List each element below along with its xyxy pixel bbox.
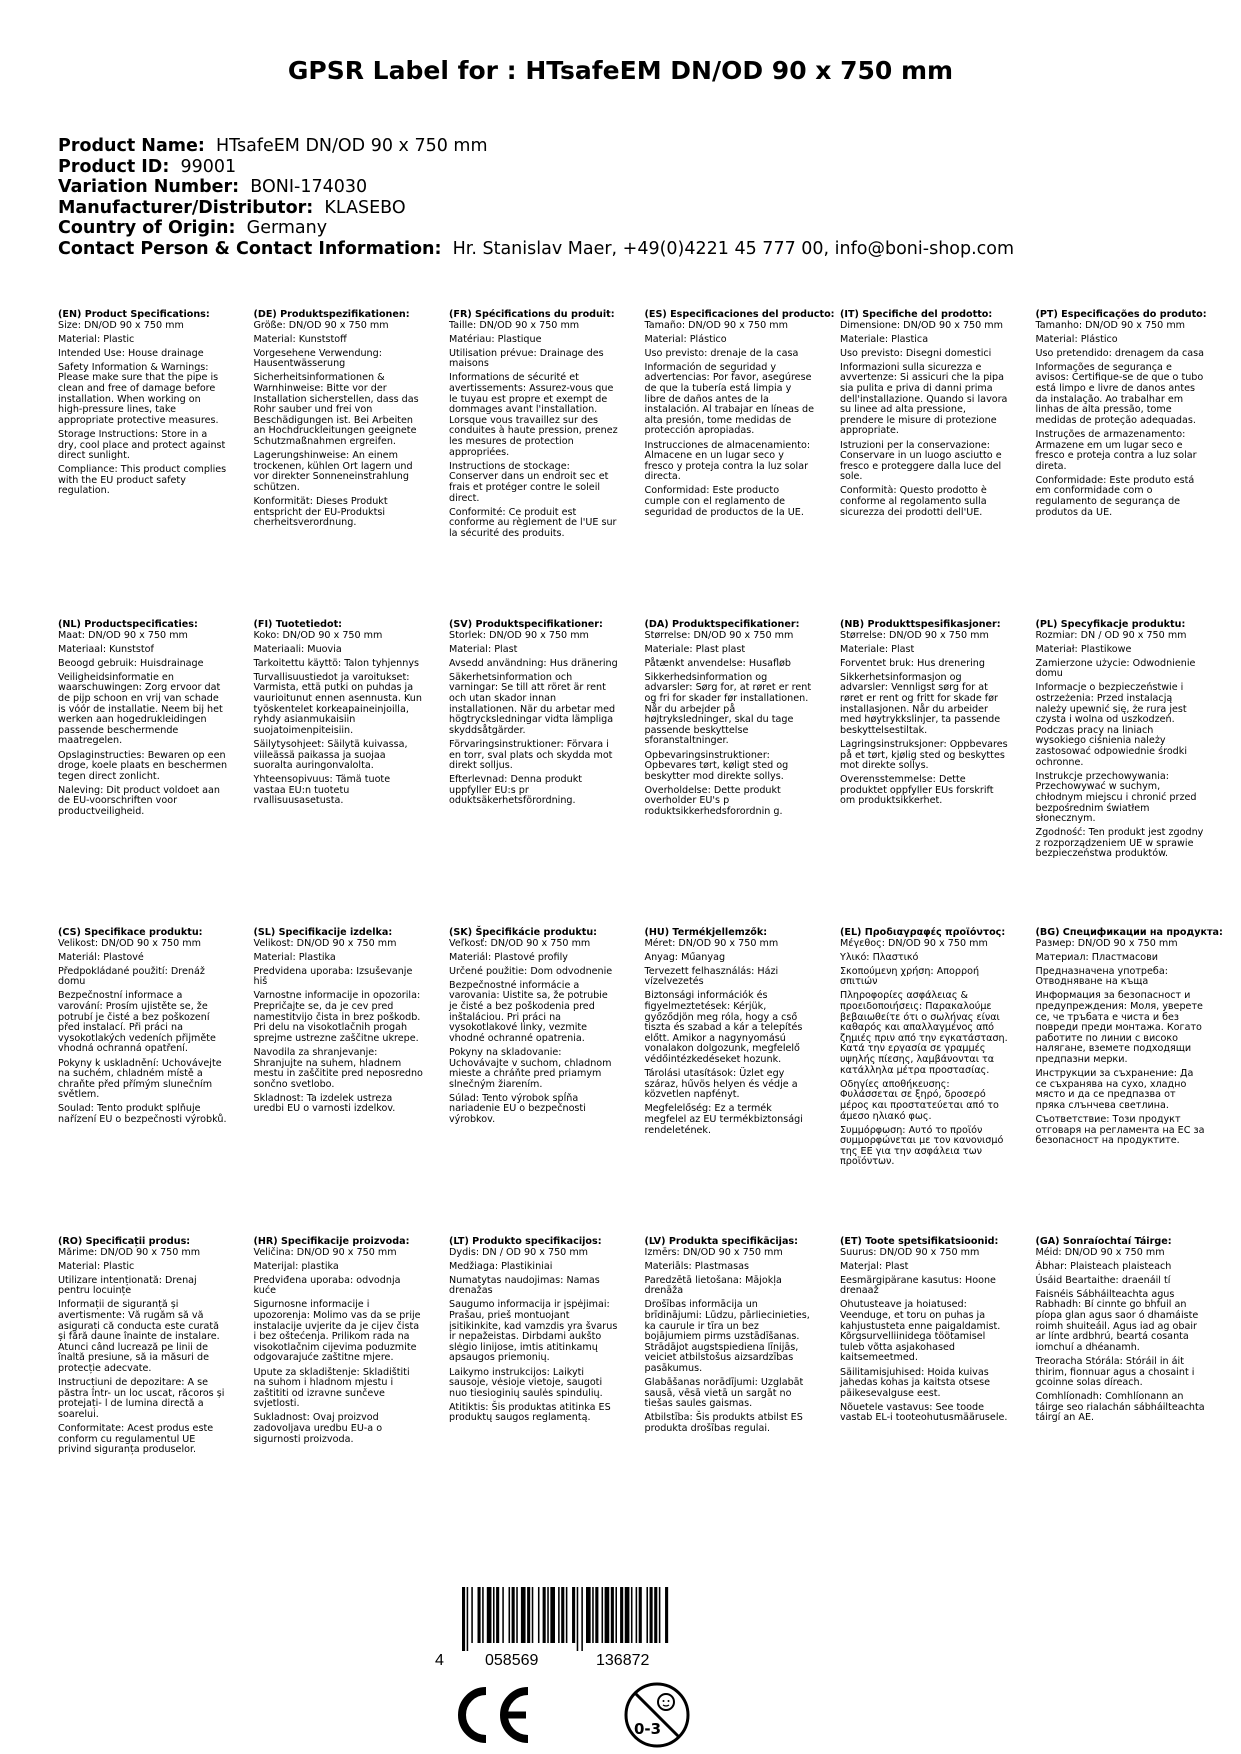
barcode-bar (566, 1587, 568, 1643)
spec-line: Σκοπούμενη χρήση: Απορροή σπιτιών (840, 965, 980, 988)
spec-line: Naleving: Dit product voldoet aan de EU-voorschriften voor productveiligheid. (58, 784, 220, 817)
spec-line: Upute za skladištenje: Skladištiti na suhom i hladnom mjestu i zaštititi od izravne sunčeve svjetlosti. (253, 1366, 410, 1410)
spec-line: Intended Use: House drainage (58, 347, 204, 359)
barcode-bar (595, 1587, 598, 1643)
spec-line: Предназначена употреба: Отводняване на къща (1035, 965, 1168, 988)
spec-heading: (HU) Termékjellemzők: (644, 927, 768, 938)
barcode-bar (586, 1587, 591, 1643)
barcode-bar (577, 1587, 579, 1651)
spec-heading: (IT) Specifiche del prodotto: (840, 309, 993, 320)
barcode-digit-prefix: 4 (435, 1652, 444, 1669)
spec-heading: (CS) Specifikace produktu: (58, 927, 203, 938)
spec-line: Overholdelse: Dette produkt overholder EU's p roduktsikkerhedsforordnin g. (644, 784, 783, 817)
spec-line: Material: Plástico (1035, 333, 1118, 345)
spec-block (645, 620, 815, 821)
spec-line: Úsáid Beartaithe: draenáil tí (1035, 1274, 1171, 1286)
barcode-bar (547, 1587, 549, 1643)
spec-line: Tervezett felhasználás: Házi vízelvezetés (644, 965, 779, 988)
spec-heading: (NB) Produkttspesifikasjoner: (840, 619, 1001, 630)
spec-line: Informacje o bezpieczeństwie i ostrzeżenia: Przed instalacją należy upewnić się, że rura jest czysta i wolna od uszkodzeń. Podczas pracy na liniach wysokiego ciśnienia należy zastosować odpowiednie środki ochronne. (1035, 682, 1187, 768)
spec-line: Eesmärgipärane kasutus: Hoone drenaaž (840, 1274, 996, 1297)
barcode-bar (502, 1587, 504, 1643)
spec-heading: (RO) Specificații produs: (58, 1236, 191, 1247)
spec-line: Größe: DN/OD 90 x 750 mm (253, 319, 389, 331)
spec-line: Numatytas naudojimas: Namas drenažas (449, 1274, 600, 1297)
barcode-bar (665, 1587, 668, 1643)
spec-line: Vorgesehene Verwendung: Hausentwässerung (253, 347, 382, 370)
spec-line: Biztonsági információk és figyelmeztetések: Kérjük, győződjön meg róla, hogy a cső tiszta és szabad a kár a telepítés előtt. Amikor a nagynyomású vonalakon dolgozunk, megfelelő védőintézkedéseket hozunk. (644, 990, 803, 1066)
spec-heading: (FI) Tuotetiedot: (253, 619, 342, 630)
spec-heading: (DA) Produktspecifikationer: (644, 619, 800, 630)
ce-mark-icon (450, 1685, 535, 1745)
spec-heading: (LT) Produkto specifikacijos: (449, 1236, 602, 1247)
spec-heading: (PT) Especificações do produto: (1035, 309, 1207, 320)
barcode-digit-group-right: 136872 (596, 1652, 650, 1669)
barcode-bar (631, 1587, 633, 1643)
spec-line: Pokyny na skladovanie: Uchovávajte v suchom, chladnom mieste a chráňte pred priamym slnečným žiarením. (449, 1046, 612, 1090)
spec-line: Opbevaringsinstruktioner: Opbevares tørt, køligt sted og beskytter mod direkte sollys. (644, 749, 789, 782)
spec-line: Predviđena uporaba: odvodnja kuće (253, 1274, 401, 1297)
barcode-bar (592, 1587, 594, 1643)
info-value: BONI-174030 (250, 177, 368, 197)
spec-line: Sikkerhetsinformasjon og advarsler: Vennligst sørg for at røret er rent og fritt for skade før installasjonen. Når du arbeider med høytrykkslinjer, ta passende beskyttelsestiltak. (840, 671, 1001, 736)
spec-heading: (LV) Produkta specifikācijas: (644, 1236, 798, 1247)
barcode-bars (432, 1587, 742, 1651)
spec-line: Ohutusteave ja hoiatused: Veenduge, et toru on puhas ja kahjustusteta enne paigaldamist. Kõrgsurvelliinidega töötamisel tuleb võtta asjakohased kaitsemeetmed. (840, 1299, 1001, 1364)
spec-line: Avsedd användning: Hus dränering (449, 657, 618, 669)
spec-heading: (FR) Spécifications du produit: (449, 309, 615, 320)
info-label: Variation Number: (58, 177, 240, 197)
spec-line: Materiál: Plastové (58, 951, 144, 963)
spec-line: Veličina: DN/OD 90 x 750 mm (253, 1246, 397, 1258)
barcode-bar (636, 1587, 638, 1643)
barcode-bar (478, 1587, 481, 1643)
spec-heading: (DE) Produktspezifikationen: (253, 309, 410, 320)
info-label: Manufacturer/Distributor: (58, 197, 314, 218)
info-row (58, 136, 1208, 157)
spec-line: Material: Plastic (58, 333, 135, 345)
spec-line: Materiale: Plastica (840, 333, 929, 345)
product-info (58, 136, 1208, 259)
spec-line: Material: Plastic (58, 1260, 135, 1272)
spec-block (58, 310, 228, 501)
spec-block (644, 309, 835, 522)
spec-line: Material: Kunststoff (253, 333, 347, 345)
spec-line: Safety Information & Warnings: Please make sure that the pipe is clean and free of damage before installation. When working on high-pressure lines, take appropriate protective measures. (58, 361, 219, 426)
spec-line: Informazioni sulla sicurezza e avvertenze: Si assicuri che la pipa sia pulita e priva di danni prima dell'installazione. Quando si lavora su linee ad alta pressione, prendere le misure di protezione appropriate. (840, 361, 1008, 437)
spec-heading: (PL) Specyfikacje produktu: (1035, 619, 1186, 630)
info-row (58, 239, 1208, 260)
spec-line: Lagringsinstruksjoner: Oppbevares på et tørt, kjølig sted og beskyttes mot direkte sollys. (840, 738, 1008, 772)
info-row (58, 177, 1208, 198)
barcode-bar (527, 1587, 530, 1643)
barcode-bar (516, 1587, 518, 1643)
barcode-bar (493, 1587, 495, 1643)
spec-block (449, 1237, 619, 1428)
spec-heading: (BG) Спецификации на продукта: (1035, 927, 1223, 938)
spec-block (254, 928, 424, 1119)
barcode-bar (509, 1587, 511, 1643)
spec-line: Drošības informācija un brīdinājumi: Lūdzu, pārliecinieties, ka caurule ir tīra un bez bojājumiem pirms uzstādīšanas. Strādājot augstspiediena līnijās, veiciet atbilstošus aizsardzības pasākumus. (644, 1299, 810, 1375)
spec-line: Bezpečnostní informace a varování: Prosím ujistěte se, že potrubí je čisté a bez poškození před instalací. Při práci na vysokotlakých vedeních přijměte vhodná ochranná opatření. (58, 990, 216, 1055)
spec-line: Zamierzone użycie: Odwodnienie domu (1035, 657, 1196, 680)
spec-line: Υλικό: Πλαστικό (840, 951, 919, 963)
barcode-bar (462, 1587, 465, 1651)
spec-line: Yhteensopivuus: Tämä tuote vastaa EU:n tuotetu rvallisuusasetusta. (253, 774, 391, 807)
spec-line: Sukladnost: Ovaj proizvod zadovoljava uredbu EU-a o sigurnosti proizvoda. (253, 1412, 383, 1445)
spec-line: Material: Plástico (644, 333, 727, 345)
spec-line: Predvidena uporaba: Izsuševanje hiš (253, 965, 413, 988)
spec-line: Medžiaga: Plastikiniai (449, 1260, 553, 1272)
barcode-bar (659, 1587, 661, 1643)
spec-block (840, 620, 1010, 811)
info-value: Germany (246, 218, 328, 238)
barcode-bar (611, 1587, 614, 1643)
spec-line: Material: Plastika (253, 951, 336, 963)
spec-line: Opslaginstructies: Bewaren op een droge, koele plaats en beschermen tegen direct zonlicht. (58, 749, 228, 782)
spec-line: Atbilstība: Šis produkts atbilst ES produkta drošības regulai. (644, 1412, 803, 1434)
info-row (58, 157, 1208, 178)
barcode-bar (543, 1587, 546, 1643)
info-value: 99001 (180, 156, 237, 177)
spec-heading: (ES) Especificaciones del producto: (644, 309, 835, 320)
spec-line: Izmērs: DN/OD 90 x 750 mm (644, 1246, 783, 1258)
spec-heading: (ET) Toote spetsifikatsioonid: (840, 1236, 999, 1247)
spec-line: Nõuetele vastavus: See toode vastab EL-i tooteohutusmäärusele. (840, 1401, 1008, 1424)
spec-line: Tamaño: DN/OD 90 x 750 mm (644, 319, 788, 331)
spec-line: Matériau: Plastique (449, 333, 542, 345)
spec-line: Lagerungshinweise: An einem trockenen, kühlen Ort lagern und vor direkter Sonneneinstrahlung schützen. (253, 450, 413, 493)
spec-line: Uso previsto: drenaje de la casa (644, 347, 799, 359)
spec-line: Uso previsto: Disegni domestici (840, 347, 992, 359)
barcode-bar (482, 1587, 484, 1643)
spec-line: Materiāls: Plastmasas (644, 1260, 749, 1272)
spec-line: Utilisation prévue: Drainage des maisons (449, 347, 604, 370)
barcode-bar (572, 1587, 575, 1643)
spec-block (645, 928, 815, 1140)
barcode (432, 1587, 742, 1679)
barcode-bar (561, 1587, 564, 1643)
spec-line: Faisnéis Sábháilteachta agus Rabhadh: Bí cinnte go bhfuil an píopa glan agus saor ó dhamáiste roimh shuiteáil. Agus iad ag obair ar línte ardbhrú, beartá cosanta iomchuí a dhéanamh. (1035, 1288, 1199, 1353)
spec-heading: (SK) Špecifikácie produktu: (449, 927, 598, 938)
spec-line: Overensstemmelse: Dette produktet oppfyller EUs forskrift om produktsikkerhet. (840, 774, 994, 807)
spec-line: Informações de segurança e avisos: Certifique-se de que o tubo está limpo e livre de danos antes da instalação. Ao trabalhar em linhas de alta pressão, tome medidas de proteção adequadas. (1035, 361, 1204, 426)
spec-block (254, 310, 424, 532)
barcode-bar (550, 1587, 555, 1643)
spec-line: Compliance: This product complies with the EU product safety regulation. (58, 464, 227, 497)
spec-block (58, 620, 228, 821)
spec-block (1036, 1237, 1206, 1428)
spec-line: Předpokládané použití: Drenáž domu (58, 965, 205, 988)
spec-line: Materiaali: Muovia (253, 643, 342, 655)
spec-line: Skladnost: Ta izdelek ustreza uredbi EU o varnosti izdelkov. (253, 1092, 396, 1115)
spec-line: Οδηγίες αποθήκευσης: Φυλάσσεται σε ξηρό, δροσερό μέρος και προστατεύεται από το άμεσο ηλιακό φως. (840, 1078, 999, 1122)
spec-heading: (SL) Specifikacije izdelka: (253, 927, 393, 938)
spec-line: Zgodność: Ten produkt jest zgodny z rozporządzeniem UE w sprawie bezpieczeństwa produktów. (1035, 827, 1204, 860)
spec-line: Efterlevnad: Denna produkt uppfyller EU:s pr oduktsäkerhetsförordning. (449, 774, 583, 807)
spec-line: Påtænkt anvendelse: Husafløb (644, 657, 791, 669)
spec-line: Conformidade: Este produto está em conformidade com o regulamento de segurança de produtos da UE. (1035, 474, 1195, 518)
spec-line: Beoogd gebruik: Huisdrainage (58, 657, 204, 669)
spec-line: Sicherheitsinformationen & Warnhinweise: Bitte vor der Installation sicherstellen, dass das Rohr sauber und frei von Beschädigungen ist. Bei Arbeiten an Hochdruckleitungen geeignete Schutzmaßnahmen ergreifen. (253, 372, 419, 448)
spec-line: Instrukcje przechowywania: Przechowywać w suchym, chłodnym miejscu i chronić przed bezpośrednim światłem słonecznym. (1035, 770, 1197, 825)
spec-line: Atitiktis: Šis produktas atitinka ES produktų saugos reglamentą. (449, 1401, 611, 1424)
spec-line: Konformität: Dieses Produkt entspricht der EU-Produktsi cherheitsverordnung. (253, 496, 388, 529)
spec-line: Säkerhetsinformation och varningar: Se till att röret är rent och utan skador innan installationen. När du arbetar med högtrycksledningar vidta lämpliga skyddsåtgärder. (449, 671, 616, 736)
spec-line: Mărime: DN/OD 90 x 750 mm (58, 1246, 201, 1258)
info-value: HTsafeEM DN/OD 90 x 750 mm (216, 136, 488, 156)
spec-line: Información de seguridad y advertencias: Por favor, asegúrese de que la tubería está limpia y libre de daños antes de la instalación. Al trabajar en líneas de alta presión, tome medidas de protección apropiadas. (644, 361, 815, 437)
spec-line: Určené použitie: Dom odvodnenie (449, 965, 613, 977)
spec-line: Pokyny k uskladnění: Uchovávejte na suchém, chladném místě a chraňte před přímým slunečním světlem. (58, 1057, 222, 1101)
barcode-bar (602, 1587, 604, 1643)
info-label: Contact Person & Contact Information: (58, 238, 442, 259)
barcode-bar (538, 1587, 540, 1643)
spec-line: Materiál: Plastové profily (449, 951, 568, 963)
spec-line: Tamanho: DN/OD 90 x 750 mm (1035, 319, 1186, 331)
spec-line: Instrucciones de almacenamiento: Almacene en un lugar seco y fresco y proteja contra la luz solar directa. (644, 439, 811, 483)
spec-line: Размер: DN/OD 90 x 750 mm (1035, 937, 1178, 949)
spec-line: Conformitate: Acest produs este conform cu regulamentul UE privind siguranța produselor. (58, 1423, 214, 1456)
spec-block (840, 310, 1010, 522)
spec-line: Veiligheidsinformatie en waarschuwingen: Zorg ervoor dat de pijp schoon en vrij van schade is vóór de installatie. Neem bij het werken aan hogedrukleidingen passende beschermende maatregelen. (58, 671, 223, 747)
spec-line: Veľkosť: DN/OD 90 x 750 mm (449, 937, 591, 949)
spec-block (254, 620, 424, 811)
info-value: Hr. Stanislav Maer, +49(0)4221 45 777 00, info@boni-shop.com (452, 238, 1015, 259)
spec-line: Paredzētā lietošana: Mājokļa drenāža (644, 1274, 782, 1297)
spec-line: Bezpečnostné informácie a varovania: Uistite sa, že potrubie je čisté a bez poškodenia pred inštaláciou. Pri práci na vysokotlakové linky, vezmite vhodné ochranné opatrenia. (449, 979, 608, 1044)
barcode-bar (558, 1587, 560, 1643)
spec-line: Treoracha Stórála: Stóráil in áit thirim, fionnuar agus a chosaint i gcoinne solas díreach. (1035, 1355, 1195, 1389)
spec-line: Πληροφορίες ασφάλειας & προειδοποιήσεις: Παρακαλούμε βεβαιωθείτε ότι ο σωλήνας είναι καθαρός και απαλλαγμένος από ζημιές πριν από την εγκατάσταση. Κατά την εργασία σε γραμμές υψηλής πίεσης, λαμβάνονται τα κατάλληλα μέτρα προστασίας. (840, 990, 1008, 1076)
barcode-bar (615, 1587, 617, 1643)
spec-line: Rozmiar: DN / OD 90 x 750 mm (1035, 629, 1187, 641)
spec-line: Laikymo instrukcijos: Laikyti sausoje, vėsioje vietoje, saugoti nuo tiesioginių saulės spindulių. (449, 1366, 603, 1399)
spec-block (840, 1237, 1010, 1428)
info-row (58, 218, 1208, 239)
spec-block (449, 620, 619, 811)
info-label: Product ID: (58, 156, 170, 177)
spec-line: Size: DN/OD 90 x 750 mm (58, 319, 184, 331)
spec-line: Conformità: Questo prodotto è conforme al regolamento sulla sicurezza dei prodotti dell'UE. (840, 485, 987, 518)
barcode-bar (654, 1587, 657, 1643)
spec-line: Taille: DN/OD 90 x 750 mm (449, 319, 580, 331)
spec-line: Velikost: DN/OD 90 x 750 mm (58, 937, 201, 949)
spec-line: Comhlíonadh: Comhlíonann an táirge seo rialachán sábháilteachta táirgí an AE. (1035, 1391, 1205, 1424)
spec-block (58, 1237, 228, 1459)
spec-heading: (GA) Sonraíochtaí Táirge: (1035, 1236, 1172, 1247)
page-title: GPSR Label for : HTsafeEM DN/OD 90 x 750 mm (287, 56, 954, 85)
spec-line: Instruções de armazenamento: Armazene em um lugar seco e fresco e proteja contra a luz solar direta. (1035, 428, 1197, 472)
spec-line: Størrelse: DN/OD 90 x 750 mm (644, 629, 794, 641)
spec-line: Méret: DN/OD 90 x 750 mm (644, 937, 779, 949)
age-label: 0-3 (634, 1720, 662, 1738)
barcode-bar (581, 1587, 583, 1651)
spec-line: Instrucțiuni de depozitare: A se păstra într- un loc uscat, răcoros și protejați- l de lumina directă a soarelui. (58, 1377, 225, 1420)
info-label: Country of Origin: (58, 218, 236, 238)
spec-line: Dydis: DN / OD 90 x 750 mm (449, 1246, 589, 1258)
barcode-bar (625, 1587, 630, 1643)
info-value: KLASEBO (324, 197, 406, 218)
spec-line: Megfelelőség: Ez a termék megfelel az EU termékbiztonsági rendeletének. (644, 1103, 803, 1136)
spec-block (254, 1237, 424, 1449)
spec-line: Информация за безопасност и предупреждения: Моля, уверете се, че тръбата е чиста и без повреди преди монтажа. Когато работите по линии с високо налягане, вземете подходящи предпазни мерки. (1035, 990, 1203, 1066)
spec-line: Sigurnosne informacije i upozorenja: Molimo vas da se prije instalacije uvjerite da je cijev čista i bez oštećenja. Prilikom rada na visokotlačnim cijevima poduzmite odgovarajuće zaštitne mjere. (253, 1299, 421, 1364)
spec-line: Forventet bruk: Hus drenering (840, 657, 985, 669)
spec-block (58, 928, 228, 1129)
spec-block (1036, 620, 1206, 863)
spec-line: Μέγεθος: DN/OD 90 x 750 mm (840, 937, 988, 949)
spec-line: Uso pretendido: drenagem da casa (1035, 347, 1205, 359)
barcode-bar (521, 1587, 526, 1643)
barcode-bar (496, 1587, 499, 1643)
spec-line: Informații de siguranță și avertismente: Vă rugăm să vă asigurați că conducta este curată și fără daune înainte de instalare. Atunci când lucrează pe linii de înaltă presiune, să ia măsuri de protecție adecvate. (58, 1299, 220, 1375)
spec-line: Storage Instructions: Store in a dry, cool place and protect against direct sunlight. (58, 428, 226, 462)
spec-line: Utilizare intenționată: Drenaj pentru locuințe (58, 1274, 197, 1297)
spec-line: Съответствие: Този продукт отговаря на регламента на ЕС за безопасност на продуктите. (1035, 1114, 1205, 1147)
barcode-bar (650, 1587, 653, 1643)
spec-line: Material: Plast (449, 643, 518, 655)
spec-block (1035, 927, 1223, 1150)
info-row (58, 198, 1208, 219)
spec-line: Συμμόρφωση: Αυτό το προϊόν συμμορφώνεται με τον κανονισμό της ΕΕ για την ασφάλεια των προϊόντων. (840, 1124, 1004, 1168)
spec-line: Materiale: Plast plast (644, 643, 746, 655)
spec-heading: (SV) Produktspecifikationer: (449, 619, 603, 630)
spec-line: Suurus: DN/OD 90 x 750 mm (840, 1246, 980, 1258)
spec-line: Velikost: DN/OD 90 x 750 mm (253, 937, 397, 949)
barcode-digit-group-left: 058569 (485, 1652, 539, 1669)
spec-block (449, 310, 619, 543)
barcode-bar (467, 1587, 469, 1651)
spec-line: Méid: DN/OD 90 x 750 mm (1035, 1246, 1165, 1258)
barcode-bar (639, 1587, 642, 1643)
spec-line: Sikkerhedsinformation og advarsler: Sørg for, at røret er rent og fri for skader før installationen. Når du arbejder på højtryksledninger, skal du tage passende beskyttelse sforanstaltninger. (644, 671, 812, 747)
barcode-bar (487, 1587, 492, 1643)
spec-line: Instructions de stockage: Conserver dans un endroit sec et frais et protéger contre le soleil direct. (449, 460, 609, 504)
spec-line: Материал: Пластмасови (1035, 951, 1159, 963)
spec-heading: (NL) Productspecificaties: (58, 619, 198, 630)
spec-line: Dimensione: DN/OD 90 x 750 mm (840, 319, 1004, 331)
barcode-bar (620, 1587, 623, 1643)
not-for-children-0-3-icon (622, 1680, 692, 1750)
spec-line: Materiale: Plast (840, 643, 915, 655)
spec-line: Informations de sécurité et avertissements: Assurez-vous que le tuyau est propre et exempt de dommages avant l'installation. Lorsque vous travaillez sur des conduites à haute pression, prenez les mesures de protection appropriées. (449, 372, 618, 458)
spec-line: Tárolási utasítások: Üzlet egy száraz, hűvös helyen és védje a közvetlen napfényt. (644, 1068, 798, 1101)
spec-line: Materiał: Plastikowe (1035, 643, 1132, 655)
spec-line: Varnostne informacije in opozorila: Prepričajte se, da je cev pred namestitvijo čista in brez poškodb. Pri delu na visokotlačnih progah sprejme ustrezne zaščitne ukrepe. (253, 990, 421, 1044)
spec-heading: (EN) Product Specifications: (58, 309, 210, 320)
spec-line: Saugumo informacija ir įspėjimai: Prašau, prieš montuojant įsitikinkite, kad vamzdis yra švarus ir nepažeistas. Dirbdami aukšto slėgio linijose, imtis atitinkamų apsaugos priemonių. (449, 1299, 618, 1364)
spec-line: Conformité: Ce produit est conforme au règlement de l'UE sur la sécurité des produits. (449, 506, 617, 539)
spec-line: Materjal: Plast (840, 1260, 909, 1272)
spec-line: Navodila za shranjevanje: Shranjujte na suhem, hladnem mestu in zaščitite pred neposredno sončno svetlobo. (253, 1046, 423, 1090)
spec-line: Förvaringsinstruktioner: Förvara i en torr, sval plats och skydda mot direkt solljus. (449, 738, 613, 772)
spec-block (449, 928, 619, 1129)
barcode-bar (512, 1587, 515, 1643)
spec-line: Ábhar: Plaisteach plaisteach (1035, 1260, 1172, 1272)
spec-line: Tarkoitettu käyttö: Talon tyhjennys (253, 657, 420, 669)
barcode-bar (605, 1587, 610, 1643)
spec-heading: (EL) Προδιαγραφές προϊόντος: (840, 927, 1006, 938)
spec-block (1036, 310, 1206, 522)
spec-line: Glabāšanas norādījumi: Uzglabāt sausā, vēsā vietā un sargāt no tiešas saules gaismas. (644, 1377, 804, 1410)
spec-line: Materiaal: Kunststof (58, 643, 154, 655)
barcode-bar (532, 1587, 534, 1643)
spec-line: Soulad: Tento produkt splňuje nařízení EU o bezpečnosti výrobků. (58, 1103, 227, 1125)
spec-line: Säilitamisjuhised: Hoida kuivas jahedas kohas ja kaitsta otsese päikesevalguse eest. (840, 1366, 991, 1399)
barcode-bar (646, 1587, 648, 1643)
barcode-bar (471, 1587, 473, 1643)
spec-block (645, 1237, 815, 1438)
spec-line: Инструкции за съхранение: Да се съхранява на сухо, хладно място и да се предпазва от пряка слънчева светлина. (1035, 1068, 1194, 1111)
spec-line: Súlad: Tento výrobok spĺňa nariadenie EU o bezpečnosti výrobkov. (449, 1092, 586, 1125)
spec-line: Conformidad: Este producto cumple con el reglamento de seguridad de productos de la UE. (644, 485, 804, 518)
spec-line: Koko: DN/OD 90 x 750 mm (253, 629, 383, 641)
spec-heading: (HR) Specifikacije proizvoda: (253, 1236, 410, 1247)
spec-line: Størrelse: DN/OD 90 x 750 mm (840, 629, 989, 641)
spec-line: Turvallisuustiedot ja varoitukset: Varmista, että putki on puhdas ja vaurioitunut ennen asennusta. Kun työskentelet korkeapaineinjoilla, ryhdy asianmukaisiin suojatoimenpiteisiin. (253, 671, 422, 736)
spec-line: Istruzioni per la conservazione: Conservare in un luogo asciutto e fresco e proteggere dalla luce del sole. (840, 439, 1002, 483)
spec-line: Materijal: plastika (253, 1260, 339, 1272)
spec-line: Maat: DN/OD 90 x 750 mm (58, 629, 188, 641)
info-label: Product Name: (58, 136, 205, 156)
spec-line: Säilytysohjeet: Säilytä kuivassa, viileässä paikassa ja suojaa suoralta auringonvalolta. (253, 738, 408, 772)
spec-line: Anyag: Műanyag (644, 951, 726, 963)
spec-line: Storlek: DN/OD 90 x 750 mm (449, 629, 589, 641)
spec-block (840, 928, 1010, 1171)
